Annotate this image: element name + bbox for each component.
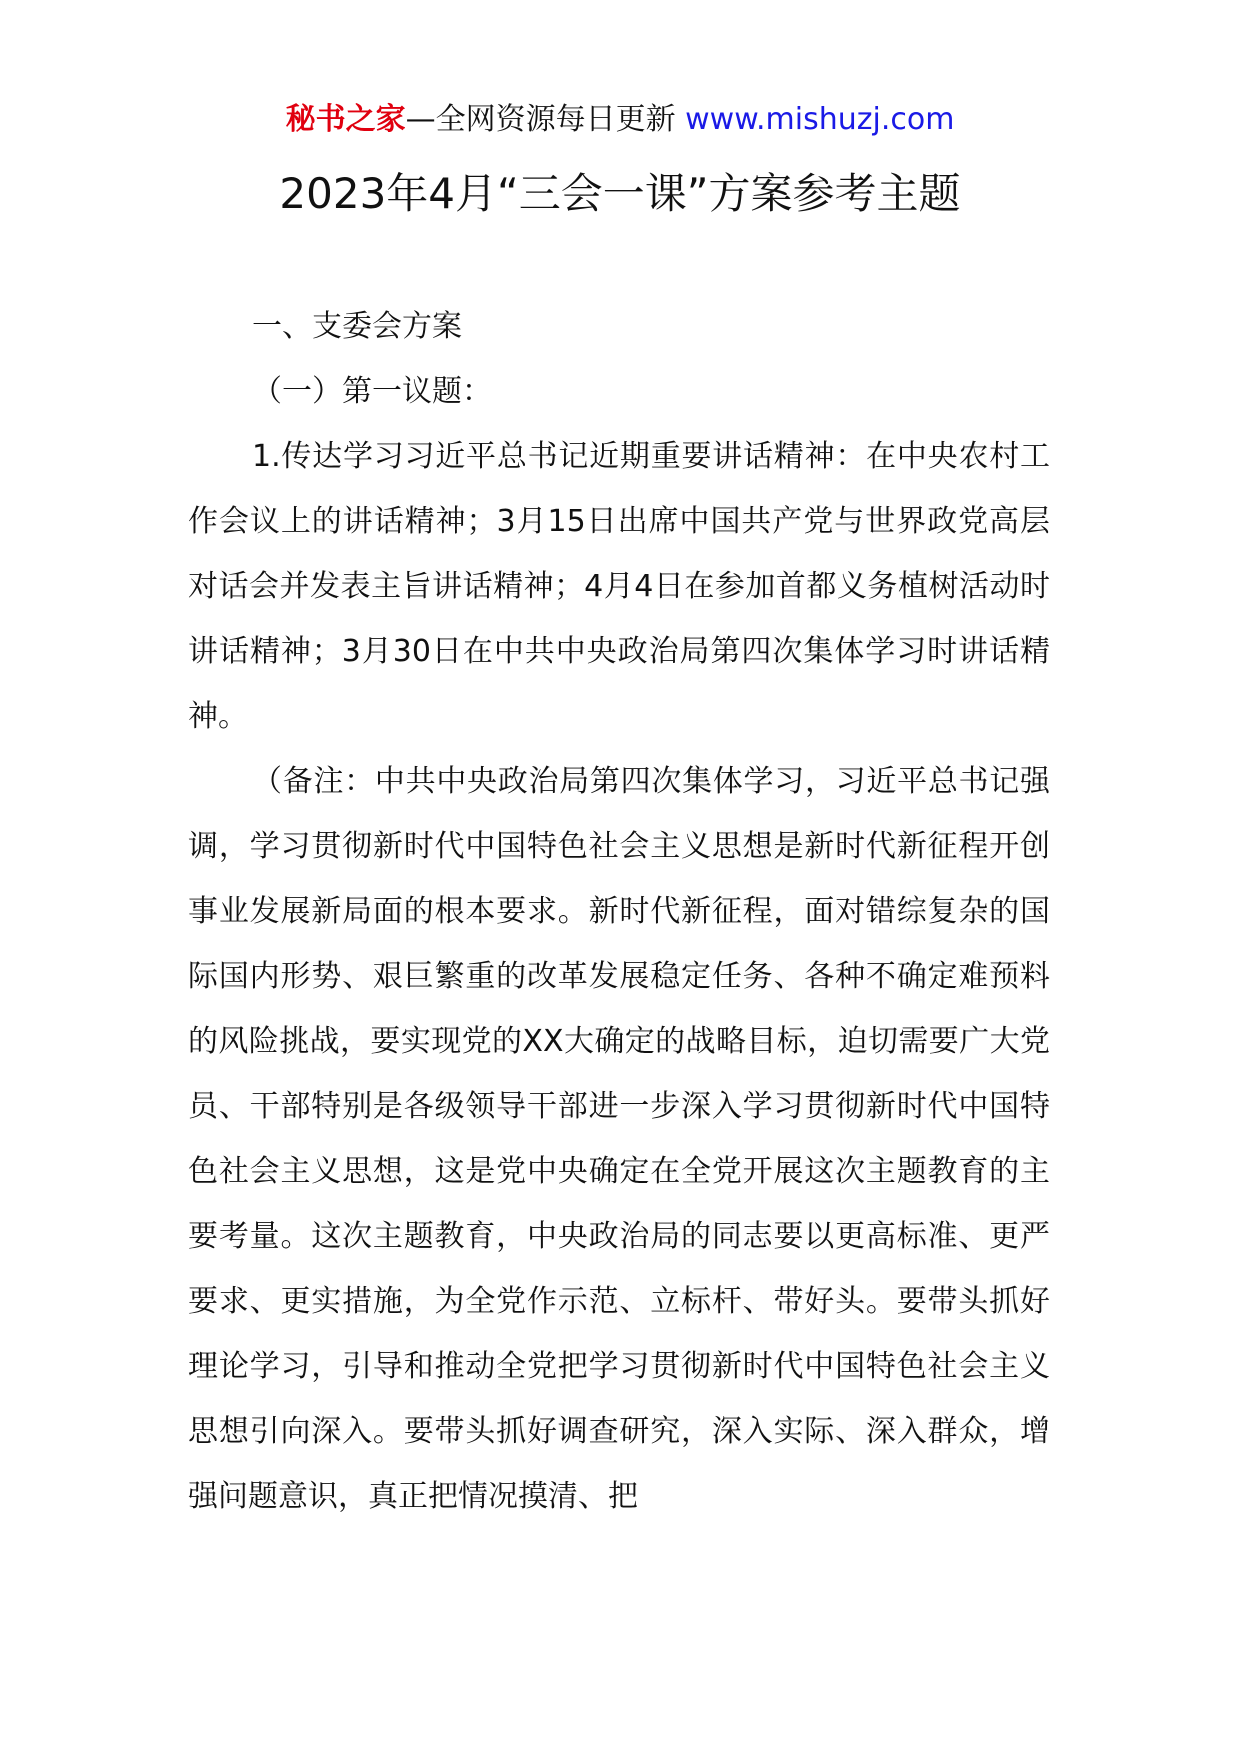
site-url-link[interactable]: www.mishuzj.com: [685, 102, 955, 137]
site-header: [0, 100, 1240, 140]
brand-name: 秘书之家: [285, 102, 406, 137]
document-title: 2023年4月“三会一课”方案参考主题: [279, 169, 961, 218]
note-paragraph: （备注：中共中央政治局第四次集体学习，习近平总书记强调，学习贯彻新时代中国特色社会主义思想是新时代新征程开创事业发展新局面的根本要求。新时代新征程，面对错综复杂的国际国内形势、艰巨繁重的改革发展稳定任务、各种不确定难预料的风险挑战，要实现党的XX大确定的战略目标，迫切需要广大党员、干部特别是各级领导干部进一步深入学习贯彻新时代中国特色社会主义思想，这是党中央确定在全党开展这次主题教育的主要考量。这次主题教育，中央政治局的同志要以更高标准、更严要求、更实措施，为全党作示范、立标杆、带好头。要带头抓好理论学习，引导和推动全党把学习贯彻新时代中国特色社会主义思想引向深入。要带头抓好调查研究，深入实际、深入群众，增强问题意识，真正把情况摸清、把: [188, 764, 1050, 1514]
header-tagline: —全网资源每日更新: [405, 102, 686, 137]
subsection-heading: （一）第一议题：: [252, 374, 492, 409]
section-heading: 一、支委会方案: [252, 309, 462, 344]
document-body: [188, 294, 1050, 1529]
body-paragraph: 1.传达学习习近平总书记近期重要讲话精神：在中央农村工作会议上的讲话精神；3月15日出席中国共产党与世界政党高层对话会并发表主旨讲话精神；4月4日在参加首都义务植树活动时讲话精神；3月30日在中共中央政治局第四次集体学习时讲话精神。: [188, 439, 1050, 734]
